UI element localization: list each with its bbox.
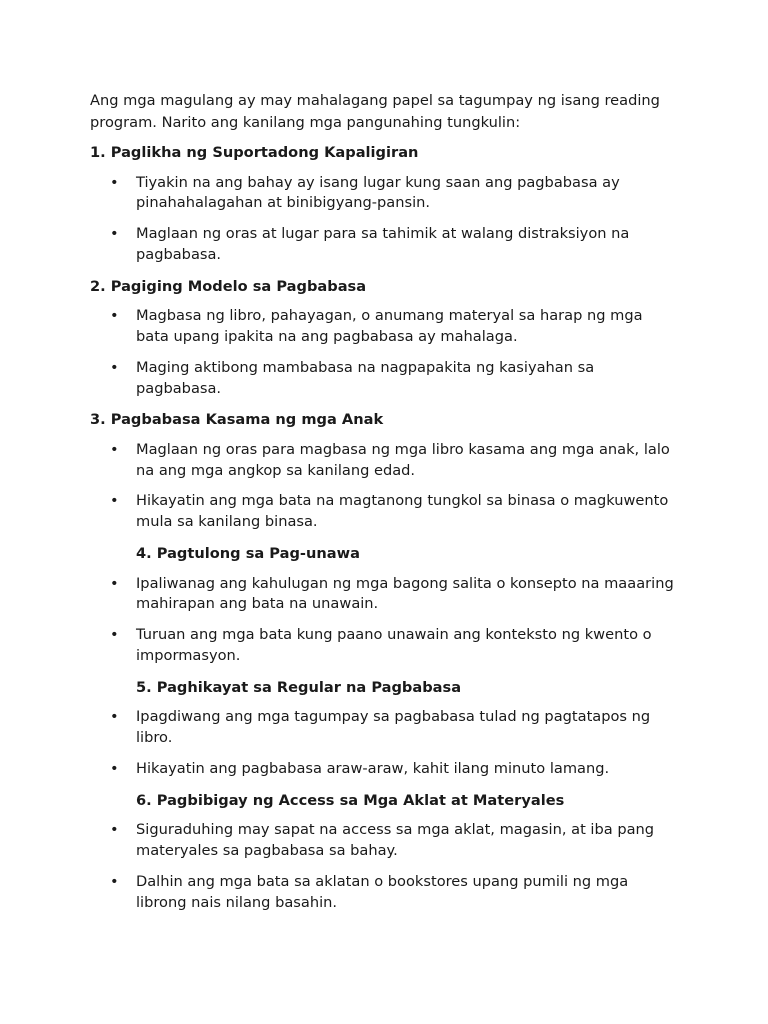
list-item (90, 574, 678, 616)
list-item-text: Turuan ang mga bata kung paano unawain ang konteksto ng kwento o impormasyon. (136, 626, 652, 664)
bullet-icon: • (110, 358, 119, 376)
list-item-text: Siguraduhing may sapat na access sa mga aklat, magasin, at iba pang materyales sa pagbabasa sa bahay. (136, 821, 655, 859)
section-heading: 5. Paghikayat sa Regular na Pagbabasa (136, 678, 462, 696)
bullet-icon: • (110, 626, 119, 644)
bullet-icon: • (110, 821, 119, 839)
list-item-text: Hikayatin ang pagbabasa araw-araw, kahit ilang minuto lamang. (136, 759, 610, 777)
bullet-icon: • (110, 574, 119, 592)
section-heading: 4. Pagtulong sa Pag-unawa (136, 545, 360, 563)
list-item-text: Maglaan ng oras para magbasa ng mga libro kasama ang mga anak, lalo na ang mga angkop sa kanilang edad. (136, 440, 670, 479)
section-heading: 2. Pagiging Modelo sa Pagbabasa (90, 277, 367, 295)
list-item (90, 440, 678, 482)
list-item-text: Maglaan ng oras at lugar para sa tahimik at walang distraksiyon na pagbabasa. (136, 225, 630, 263)
section-5 (90, 677, 678, 780)
bullet-list (90, 574, 678, 667)
bullet-icon: • (110, 307, 119, 325)
list-item (90, 759, 678, 780)
list-item (90, 306, 678, 348)
bullet-list (90, 440, 678, 533)
section-4 (90, 543, 678, 667)
list-item (90, 820, 678, 862)
list-item-text: Magbasa ng libro, pahayagan, o anumang materyal sa harap ng mga bata upang ipakita na ang pagbabasa ay mahalaga. (136, 307, 643, 345)
list-item-text: Dalhin ang mga bata sa aklatan o bookstores upang pumili ng mga librong nais nilang basahin. (136, 872, 629, 911)
section-heading: 1. Paglikha ng Suportadong Kapaligiran (90, 144, 419, 161)
list-item-text: Ipaliwanag ang kahulugan ng mga bagong salita o konsepto na maaaring mahirapan ang bata na unawain. (136, 574, 674, 613)
list-item (90, 224, 678, 266)
list-item-text: Ipagdiwang ang mga tagumpay sa pagbabasa tulad ng pagtatapos ng libro. (136, 708, 651, 747)
bullet-list (90, 820, 678, 913)
list-item (90, 358, 678, 400)
list-item-text: Hikayatin ang mga bata na magtanong tungkol sa binasa o magkuwento mula sa kanilang binasa. (136, 492, 669, 531)
section-6 (90, 790, 678, 914)
list-item (90, 491, 678, 533)
bullet-list (90, 306, 678, 399)
section-1 (90, 142, 678, 266)
bullet-icon: • (110, 440, 119, 458)
intro-paragraph: Ang mga magulang ay may mahalagang papel sa tagumpay ng isang reading program. Narito ang kanilang mga pangunahing tungkulin: (90, 92, 660, 131)
list-item (90, 173, 678, 215)
list-item-text: Maging aktibong mambabasa na nagpapakita ng kasiyahan sa pagbabasa. (136, 358, 595, 397)
bullet-icon: • (110, 173, 119, 191)
list-item (90, 872, 678, 914)
bullet-icon: • (110, 225, 119, 243)
bullet-icon: • (110, 708, 119, 726)
bullet-list (90, 173, 678, 266)
section-heading: 6. Pagbibigay ng Access sa Mga Aklat at Materyales (136, 791, 565, 809)
section-3 (90, 409, 678, 533)
section-heading: 3. Pagbabasa Kasama ng mga Anak (90, 411, 384, 429)
bullet-icon: • (110, 492, 119, 510)
list-item (90, 625, 678, 667)
list-item (90, 707, 678, 749)
list-item-text: Tiyakin na ang bahay ay isang lugar kung saan ang pagbabasa ay pinahahalagahan at binibigyang-pansin. (136, 173, 620, 212)
section-2 (90, 276, 678, 400)
bullet-list (90, 707, 678, 779)
bullet-icon: • (110, 872, 119, 890)
bullet-icon: • (110, 759, 119, 777)
